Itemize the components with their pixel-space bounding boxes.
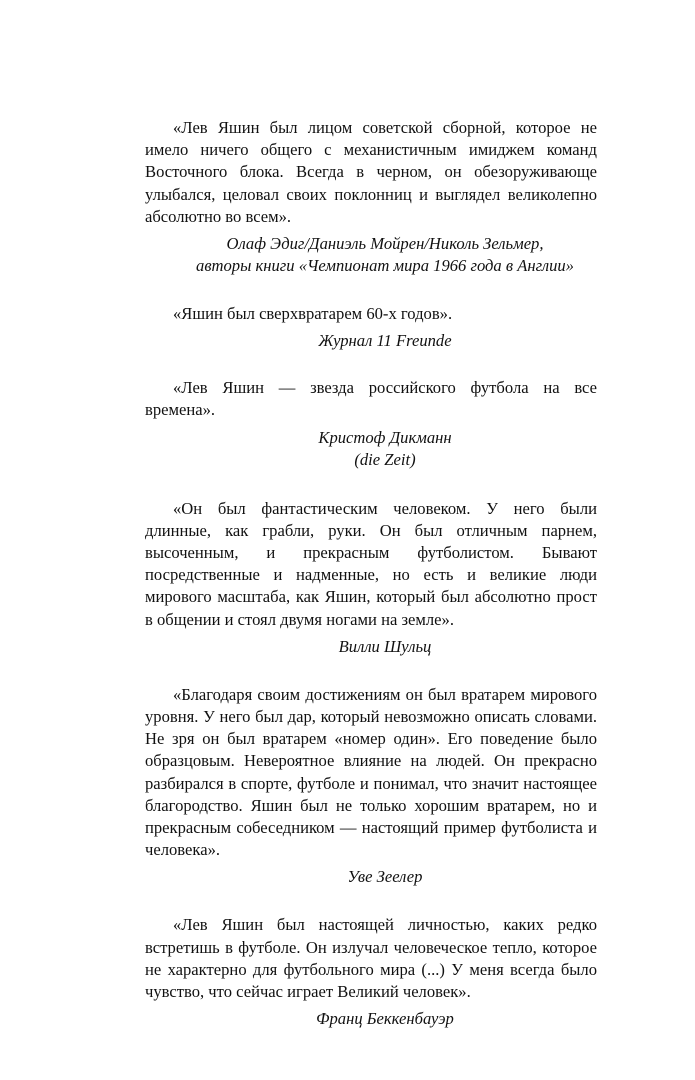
attribution-line: Вилли Шульц bbox=[338, 636, 432, 656]
quote-block-seeler bbox=[145, 684, 597, 889]
attribution-line: Олаф Эдиг/Даниэль Мойрен/Николь Зельмер, bbox=[226, 234, 544, 254]
quote-text: «Лев Яшин был лицом советской сборной, которое не имело ничего общего с механистичным имиджем команд Восточного блока. Всегда в черном, он обезоруживающе улыбался, целовал своих поклонниц и выглядел великолепно абсолютно во всем». bbox=[145, 118, 597, 226]
quote-attribution bbox=[145, 330, 597, 352]
quote-text: «Он был фантастическим человеком. У него были длинные, как грабли, руки. Он был отличным парнем, высоченным, и прекрасным футболистом. Бывают посредственные и надменные, но есть и великие люди мирового масштаба, как Яшин, который был абсолютно прост в общении и стоял двумя ногами на земле». bbox=[145, 498, 597, 629]
attribution-line: Журнал 11 Freunde bbox=[318, 331, 452, 351]
quote-attribution bbox=[145, 636, 597, 658]
quote-block-11freunde bbox=[145, 303, 597, 352]
attribution-line: Уве Зеелер bbox=[347, 867, 423, 887]
quote-attribution bbox=[145, 866, 597, 888]
attribution-line: авторы книги «Чемпионат мира 1966 года в Англии» bbox=[196, 256, 574, 276]
quote-text: «Лев Яшин был настоящей личностью, каких редко встретишь в футболе. Он излучал человеческое тепло, которое не характерно для футбольного мира (...) У меня всегда было чувство, что сейчас играет Великий человек». bbox=[145, 915, 597, 1002]
quote-block-schulz bbox=[145, 498, 597, 658]
attribution-line: (die Zeit) bbox=[354, 449, 416, 469]
attribution-line: Кристоф Дикманн bbox=[318, 427, 452, 447]
quote-block-dickmann bbox=[145, 377, 597, 470]
quote-text: «Лев Яшин — звезда российского футбола на все времена». bbox=[145, 378, 597, 420]
quote-block-edig bbox=[145, 117, 597, 277]
quote-text: «Благодаря своим достижениям он был вратарем мирового уровня. У него был дар, который невозможно описать словами. Не зря он был вратарем «номер один». Его поведение было образцовым. Невероятное влияние на людей. Он прекрасно разбирался в спорте, футболе и понимал, что значит настоящее благородство. Яшин был не только хорошим вратарем, но и прекрасным собеседником — настоящий пример футболиста и человека». bbox=[145, 684, 597, 860]
quote-attribution bbox=[145, 1008, 597, 1030]
book-page bbox=[145, 117, 597, 1056]
quote-text: «Яшин был сверхвратарем 60-х годов». bbox=[173, 304, 453, 324]
quote-attribution bbox=[145, 233, 597, 277]
attribution-line: Франц Беккенбауэр bbox=[316, 1009, 454, 1029]
quote-attribution bbox=[145, 427, 597, 471]
quote-block-beckenbauer bbox=[145, 914, 597, 1030]
